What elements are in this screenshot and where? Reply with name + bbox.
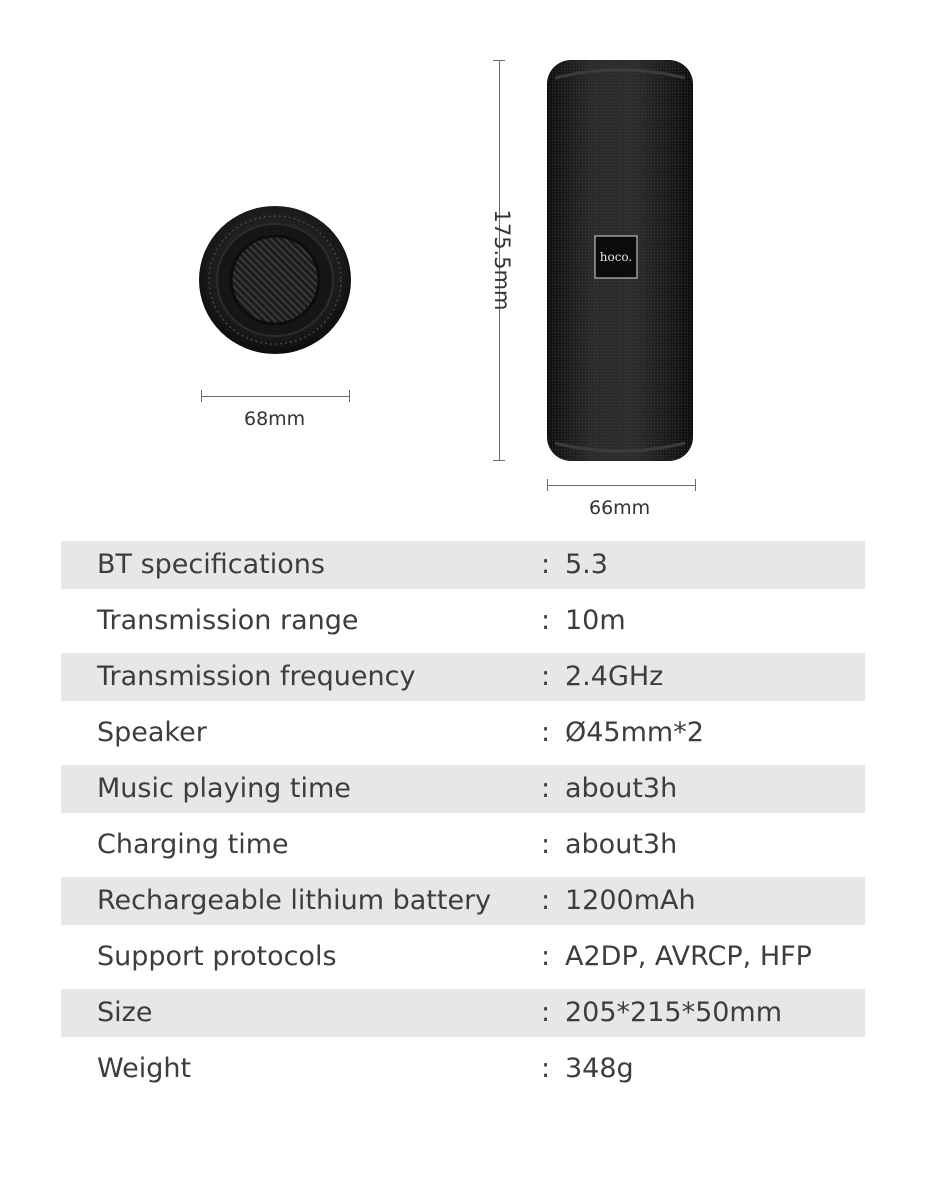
spec-separator: : xyxy=(541,885,551,916)
spec-label: Speaker xyxy=(97,717,207,748)
spec-separator: : xyxy=(541,717,551,748)
width-dimension-label: 66mm xyxy=(589,497,651,519)
spec-label: Support protocols xyxy=(97,941,337,972)
spec-separator: : xyxy=(541,941,551,972)
spec-row-charging-time xyxy=(61,821,865,869)
spec-row-support-protocols xyxy=(61,933,865,981)
spec-row-transmission-frequency xyxy=(61,653,865,701)
spec-separator: : xyxy=(541,773,551,804)
spec-label: BT specifications xyxy=(97,549,325,580)
spec-separator: : xyxy=(541,605,551,636)
spec-row-rechargeable-battery xyxy=(61,877,865,925)
width-dimension-line xyxy=(547,485,696,486)
spec-value: 2.4GHz xyxy=(565,661,664,692)
spec-row-speaker xyxy=(61,709,865,757)
spec-row-transmission-range xyxy=(61,597,865,645)
spec-row-bt-specifications xyxy=(61,541,865,589)
spec-label: Charging time xyxy=(97,829,289,860)
spec-label: Size xyxy=(97,997,153,1028)
spec-separator: : xyxy=(541,829,551,860)
width-dimension-tick-right xyxy=(695,479,696,491)
spec-value: 10m xyxy=(565,605,626,636)
spec-separator: : xyxy=(541,549,551,580)
speaker-end-view-image xyxy=(195,200,355,360)
spec-label: Music playing time xyxy=(97,773,351,804)
spec-label: Transmission range xyxy=(97,605,359,636)
spec-value: Ø45mm*2 xyxy=(565,717,704,748)
width-dimension-tick-left xyxy=(547,479,548,491)
spec-value: about3h xyxy=(565,773,678,804)
diameter-dimension-label: 68mm xyxy=(244,408,306,430)
height-dimension-label: 175.5mm xyxy=(490,209,514,311)
spec-row-music-playing-time xyxy=(61,765,865,813)
spec-value: about3h xyxy=(565,829,678,860)
spec-value: 1200mAh xyxy=(565,885,696,916)
diameter-dimension-tick-right xyxy=(349,390,350,402)
product-dimension-figure xyxy=(0,0,930,540)
spec-separator: : xyxy=(541,1053,551,1084)
height-dimension-tick-bottom xyxy=(493,460,505,461)
spec-label: Rechargeable lithium battery xyxy=(97,885,492,916)
spec-value: 348g xyxy=(565,1053,634,1084)
spec-value: A2DP, AVRCP, HFP xyxy=(565,941,812,972)
spec-table xyxy=(61,541,865,1101)
spec-row-size xyxy=(61,989,865,1037)
spec-label: Weight xyxy=(97,1053,192,1084)
spec-separator: : xyxy=(541,661,551,692)
spec-value: 5.3 xyxy=(565,549,608,580)
brand-logo: hoco. xyxy=(599,250,633,264)
spec-row-weight xyxy=(61,1045,865,1093)
diameter-dimension-tick-left xyxy=(201,390,202,402)
spec-value: 205*215*50mm xyxy=(565,997,783,1028)
diameter-dimension-line xyxy=(201,396,350,397)
spec-label: Transmission frequency xyxy=(97,661,416,692)
spec-separator: : xyxy=(541,997,551,1028)
